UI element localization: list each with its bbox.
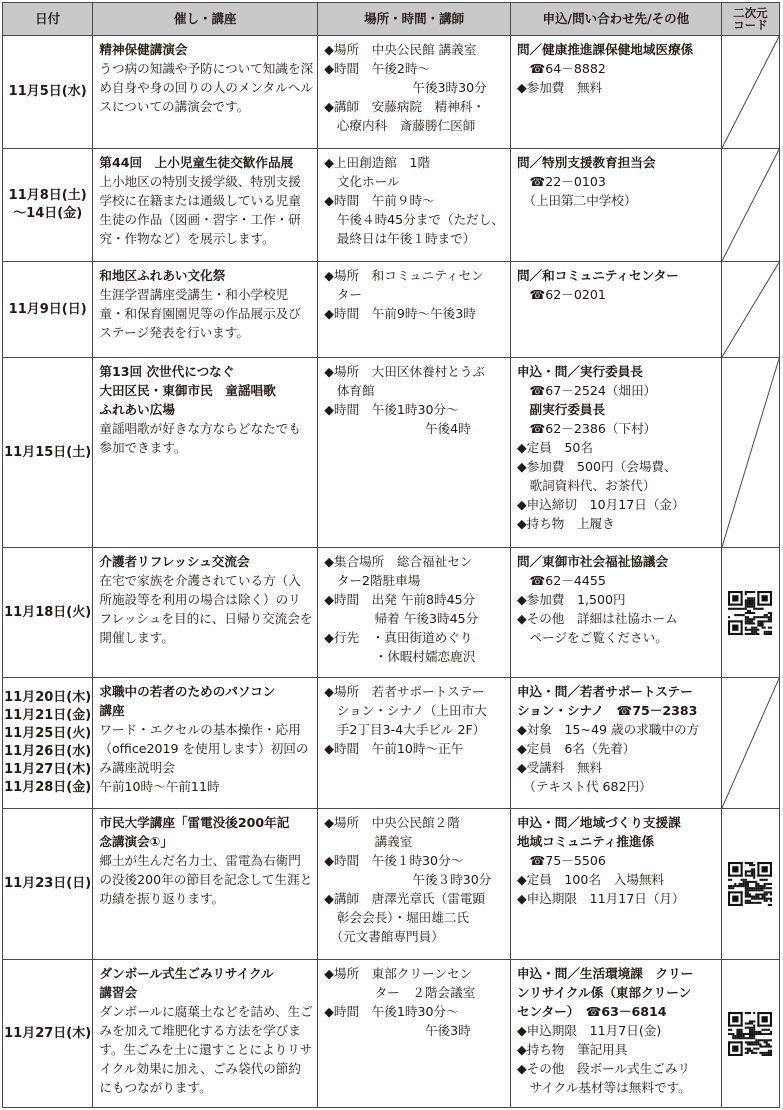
event-date: 11月27日(木) xyxy=(4,762,92,777)
event-cell xyxy=(93,262,318,358)
event-title: ふれあい広場 xyxy=(99,402,175,417)
header-contact: 申込/問い合わせ先/その他 xyxy=(510,3,721,36)
event-date: 11月18日(火) xyxy=(4,604,92,620)
contact-line: ◆持ち物 上履き xyxy=(516,516,615,531)
event-table xyxy=(2,2,780,1108)
event-date: 11月23日(日) xyxy=(4,876,92,891)
place-time-lecturer-cell xyxy=(318,960,511,1108)
place-line: ◆時間 午前10時～正午 xyxy=(324,741,464,756)
contact-line: ☎64－8882 xyxy=(516,61,606,76)
place-content xyxy=(318,809,510,949)
contact-cell xyxy=(510,960,721,1108)
date-cell xyxy=(3,809,93,960)
contact-content xyxy=(511,809,721,911)
contact-line: ☎67－2524（畑田） xyxy=(516,383,657,398)
event-description: 上小地区の特別支援学級、特別支援学校に在籍または通級している児童生徒の作品（図画・習字・工作・研究・作物など）を展示します。 xyxy=(99,174,301,246)
event-description: 郷土が生んだ名力士、雷電為右衛門の没後200年の節目を記念して生涯と功績を振り返ります。 xyxy=(99,853,313,906)
contact-line: センター） ☎63－6814 xyxy=(516,1004,667,1019)
contact-cell xyxy=(510,358,721,548)
place-content xyxy=(318,36,510,138)
event-content xyxy=(93,960,317,1100)
event-title: 求職中の若者のためのパソコン xyxy=(99,684,276,699)
table-row xyxy=(3,149,780,262)
place-line: ◆場所 和コミュニティセン xyxy=(324,268,484,283)
place-line: 最終日は午後１時まで） xyxy=(324,231,476,246)
qr-code-cell xyxy=(721,36,779,149)
table-row xyxy=(3,809,780,960)
contact-content xyxy=(511,149,721,213)
event-title: 和地区ふれあい文化祭 xyxy=(99,268,226,283)
place-line: 午後４時45分まで（ただし、 xyxy=(324,212,504,227)
place-line: 午後4時 xyxy=(324,421,471,436)
contact-line: ページをご覧ください。 xyxy=(516,630,668,645)
event-cell xyxy=(93,149,318,262)
contact-line: 歌詞資料代、お茶代） xyxy=(516,478,656,493)
contact-line: ◆参加費 無料 xyxy=(516,80,603,95)
date-cell xyxy=(3,960,93,1108)
place-line: 午後3時30分 xyxy=(324,80,487,95)
place-line: 午後３時30分 xyxy=(324,872,492,887)
event-content xyxy=(93,149,317,251)
place-line: ◆講師 唐澤光章氏（雷電顕 xyxy=(324,891,486,906)
header-place: 場所・時間・講師 xyxy=(318,3,511,36)
contact-line: ◆申込締切 10月17日（金） xyxy=(516,497,685,512)
event-content xyxy=(93,262,317,345)
qr-code-icon[interactable] xyxy=(728,862,772,906)
qr-code-cell xyxy=(721,358,779,548)
contact-cell xyxy=(510,809,721,960)
event-title: 介護者リフレッシュ交流会 xyxy=(99,554,250,569)
contact-line: 問／和コミュニティセンター xyxy=(516,268,679,283)
date-cell xyxy=(3,36,93,149)
event-date: ～14日(金) xyxy=(13,206,83,221)
place-content xyxy=(318,678,510,761)
place-line: ・休暇村嬬恋鹿沢 xyxy=(324,649,476,664)
event-cell xyxy=(93,960,318,1108)
place-content xyxy=(318,548,510,669)
contact-line: （テキスト代 682円） xyxy=(516,779,652,794)
contact-cell xyxy=(510,149,721,262)
contact-content xyxy=(511,548,721,650)
event-title: 市民大学講座「雷電没後200年記 xyxy=(99,815,290,830)
header-event: 催し・講座 xyxy=(93,3,318,36)
place-line: ◆時間 出発 午前8時45分 xyxy=(324,592,476,607)
date-cell xyxy=(3,678,93,809)
place-line: ター xyxy=(324,287,362,302)
qr-code-cell xyxy=(721,678,779,809)
contact-line: ◆対象 15~49 歳の求職中の方 xyxy=(516,722,700,737)
event-title: 第13回 次世代につなぐ xyxy=(99,364,235,379)
event-date: 11月25日(火) xyxy=(4,726,92,741)
event-cell xyxy=(93,678,318,809)
place-line: ◆上田創造館 1階 xyxy=(324,155,431,170)
event-title: 精神保健講演会 xyxy=(99,42,188,57)
place-line: ◆場所 若者サポートステー xyxy=(324,684,485,699)
place-line: ター2階駐車場 xyxy=(324,573,421,588)
place-line: ション・シナノ（上田市大 xyxy=(324,703,487,718)
event-description: 生涯学習講座受講生・和小学校児童・和保育園園児等の作品展示及びステージ発表を行います。 xyxy=(99,287,301,340)
contact-cell xyxy=(510,548,721,678)
event-description: ワード・エクセルの基本操作・応用（office2019 を使用します）初回のみ講座説明会 午前10時～午前11時 xyxy=(99,722,309,794)
place-content xyxy=(318,358,510,441)
empty-diagonal-line xyxy=(722,262,779,357)
place-time-lecturer-cell xyxy=(318,149,511,262)
event-date: 11月5日(水) xyxy=(8,84,87,99)
qr-code-cell xyxy=(721,960,779,1108)
contact-line: 申込・問／地域づくり支援課 xyxy=(516,815,681,830)
event-content xyxy=(93,809,317,911)
place-line: ◆時間 午前９時～ xyxy=(324,193,435,208)
place-line: ◆行先 ・真田街道めぐり xyxy=(324,630,473,645)
place-line: ◆集合場所 総合福祉セン xyxy=(324,554,473,569)
contact-line: ☎22－0103 xyxy=(516,174,606,189)
contact-line: ◆定員 50名 xyxy=(516,440,594,455)
contact-line: 申込・問／実行委員長 xyxy=(516,364,643,379)
contact-line: ◆参加費 1,500円 xyxy=(516,592,626,607)
table-row xyxy=(3,262,780,358)
place-line: 体育館 xyxy=(324,383,375,398)
qr-code-cell xyxy=(721,149,779,262)
event-title: 講習会 xyxy=(99,985,138,1000)
place-time-lecturer-cell xyxy=(318,262,511,358)
contact-line: 問／特別支援教育担当会 xyxy=(516,155,656,170)
place-line: 午後3時 xyxy=(324,1023,471,1038)
contact-content xyxy=(511,960,721,1100)
header-qr: 二次元 コード xyxy=(721,3,779,36)
contact-line: 申込・問／生活環境課 クリー xyxy=(516,966,694,981)
contact-line: ☎62－0201 xyxy=(516,287,606,302)
date-cell xyxy=(3,149,93,262)
contact-line: 問／健康推進課保健地域医療係 xyxy=(516,42,694,57)
place-line: 彰会会長）・堀田雄二氏 xyxy=(324,910,470,925)
place-line: ◆場所 東部クリーンセン xyxy=(324,966,473,981)
place-line: ◆時間 午後1時30分～ xyxy=(324,402,459,417)
event-date: 11月26日(水) xyxy=(4,744,92,759)
contact-content xyxy=(511,678,721,799)
qr-code-icon[interactable] xyxy=(728,591,772,635)
contact-line: ☎62－2386（下村） xyxy=(516,421,657,436)
event-content xyxy=(93,358,317,460)
header-date: 日付 xyxy=(3,3,93,36)
event-cell xyxy=(93,36,318,149)
table-row xyxy=(3,36,780,149)
contact-content xyxy=(511,262,721,307)
place-line: ター ２階会議室 xyxy=(324,985,476,1000)
place-line: ◆時間 午後１時30分～ xyxy=(324,853,464,868)
event-cell xyxy=(93,809,318,960)
qr-code-cell xyxy=(721,262,779,358)
empty-diagonal-line xyxy=(722,678,779,808)
place-time-lecturer-cell xyxy=(318,809,511,960)
contact-line: 地域コミュニティ推進係 xyxy=(516,834,655,849)
event-description: 在宅で家族を介護されている方（入所施設等を利用の場合は除く）のリフレッシュを目的に、日帰り交流会を開催します。 xyxy=(99,573,313,645)
place-time-lecturer-cell xyxy=(318,358,511,548)
table-row xyxy=(3,358,780,548)
contact-line: ◆定員 6名（先着） xyxy=(516,741,636,756)
contact-content xyxy=(511,36,721,100)
event-date: 11月27日(木) xyxy=(4,1025,92,1041)
place-line: ◆時間 午後1時30分～ xyxy=(324,1004,459,1019)
contact-line: （上田第二中学校） xyxy=(516,193,637,208)
place-time-lecturer-cell xyxy=(318,678,511,809)
table-row xyxy=(3,548,780,678)
contact-line: ☎62－4455 xyxy=(516,573,606,588)
contact-line: ション・シナノ ☎75－2383 xyxy=(516,703,698,718)
contact-line: ◆その他 詳細は社協ホーム xyxy=(516,611,678,626)
contact-line: ◆受講料 無料 xyxy=(516,760,603,775)
event-title: ダンボール式生ごみリサイクル xyxy=(99,966,274,981)
place-line: ◆時間 午前9時～午後3時 xyxy=(324,306,476,321)
date-cell xyxy=(3,358,93,548)
contact-line: 申込・問／若者サポートステー xyxy=(516,684,693,699)
place-time-lecturer-cell xyxy=(318,548,511,678)
contact-line: ☎75－5506 xyxy=(516,853,606,868)
qr-code-icon[interactable] xyxy=(728,1012,772,1056)
place-line: ◆場所 中央公民館２階 xyxy=(324,815,460,830)
place-line: 手2丁目3-4大手ビル 2F） xyxy=(324,722,486,737)
qr-code-cell xyxy=(721,809,779,960)
event-description: 童謡唱歌が好きな方ならどなたでも参加できます。 xyxy=(99,421,301,455)
event-cell xyxy=(93,358,318,548)
event-title: 第44回 上小児童生徒交歓作品展 xyxy=(99,155,294,170)
contact-line: ◆その他 段ボール式生ごみリ xyxy=(516,1061,691,1076)
place-line: ◆時間 午後2時～ xyxy=(324,61,431,76)
contact-content xyxy=(511,358,721,536)
contact-line: ◆定員 100名 入場無料 xyxy=(516,872,665,887)
date-cell xyxy=(3,262,93,358)
event-cell xyxy=(93,548,318,678)
event-content xyxy=(93,678,317,799)
event-date: 11月9日(日) xyxy=(8,301,87,317)
header-row xyxy=(3,3,780,36)
contact-line: ◆申込期限 11月17日（月） xyxy=(516,891,685,906)
event-content xyxy=(93,548,317,650)
place-content xyxy=(318,262,510,326)
place-line: 帰着 午後3時45分 xyxy=(324,611,479,626)
event-date: 11月20日(木) xyxy=(4,690,92,705)
contact-line: ンリサイクル係（東部クリーン xyxy=(516,985,692,1000)
contact-line: ◆申込期限 11月7日(金) xyxy=(516,1023,662,1038)
empty-diagonal-line xyxy=(722,358,779,547)
table-row xyxy=(3,678,780,809)
event-content xyxy=(93,36,317,119)
contact-cell xyxy=(510,36,721,149)
contact-line: ◆持ち物 筆記用具 xyxy=(516,1042,628,1057)
table-row xyxy=(3,960,780,1108)
place-line: ◆場所 中央公民館 講義室 xyxy=(324,42,477,57)
contact-line: 問／東御市社会福祉協議会 xyxy=(516,554,669,569)
place-line: ◆講師 安藤病院 精神科・ xyxy=(324,99,486,114)
event-date: 11月28日(金) xyxy=(4,780,92,795)
empty-diagonal-line xyxy=(722,149,779,261)
event-date: 11月15日(土) xyxy=(4,444,92,460)
contact-cell xyxy=(510,262,721,358)
date-cell xyxy=(3,548,93,678)
event-title: 講座 xyxy=(99,703,125,718)
place-line: 文化ホール xyxy=(324,174,400,189)
qr-code-cell xyxy=(721,548,779,678)
contact-line: ◆参加費 500円（会場費、 xyxy=(516,459,677,474)
event-date: 11月21日(金) xyxy=(4,708,92,723)
place-line: （元文書館専門員） xyxy=(324,929,444,944)
event-title: 念講演会①」 xyxy=(99,834,173,849)
place-content xyxy=(318,960,510,1043)
place-time-lecturer-cell xyxy=(318,36,511,149)
event-description: うつ病の知識や予防について知識を深め自身や身の回りの人のメンタルヘルスについての講演会です。 xyxy=(99,61,314,114)
place-content xyxy=(318,149,510,251)
contact-cell xyxy=(510,678,721,809)
place-line: ◆場所 大田区休養村とうぶ xyxy=(324,364,486,379)
empty-diagonal-line xyxy=(722,36,779,148)
event-title: 大田区民・東御市民 童謡唱歌 xyxy=(99,383,276,398)
contact-line: サイクル基材等は無料です。 xyxy=(516,1080,691,1095)
contact-line: 副実行委員長 xyxy=(516,402,606,417)
event-date: 11月8日(土) xyxy=(8,188,87,203)
place-line: 心療内科 斎藤勝仁医師 xyxy=(324,118,476,133)
event-description: ダンボールに腐葉土などを詰め、生ごみを加えて堆肥化する方法を学びます。生ごみを土に還すことによりリサイクル効果に加え、ごみ袋代の節約にもつながります。 xyxy=(99,1004,313,1095)
place-line: 講義室 xyxy=(324,834,413,849)
